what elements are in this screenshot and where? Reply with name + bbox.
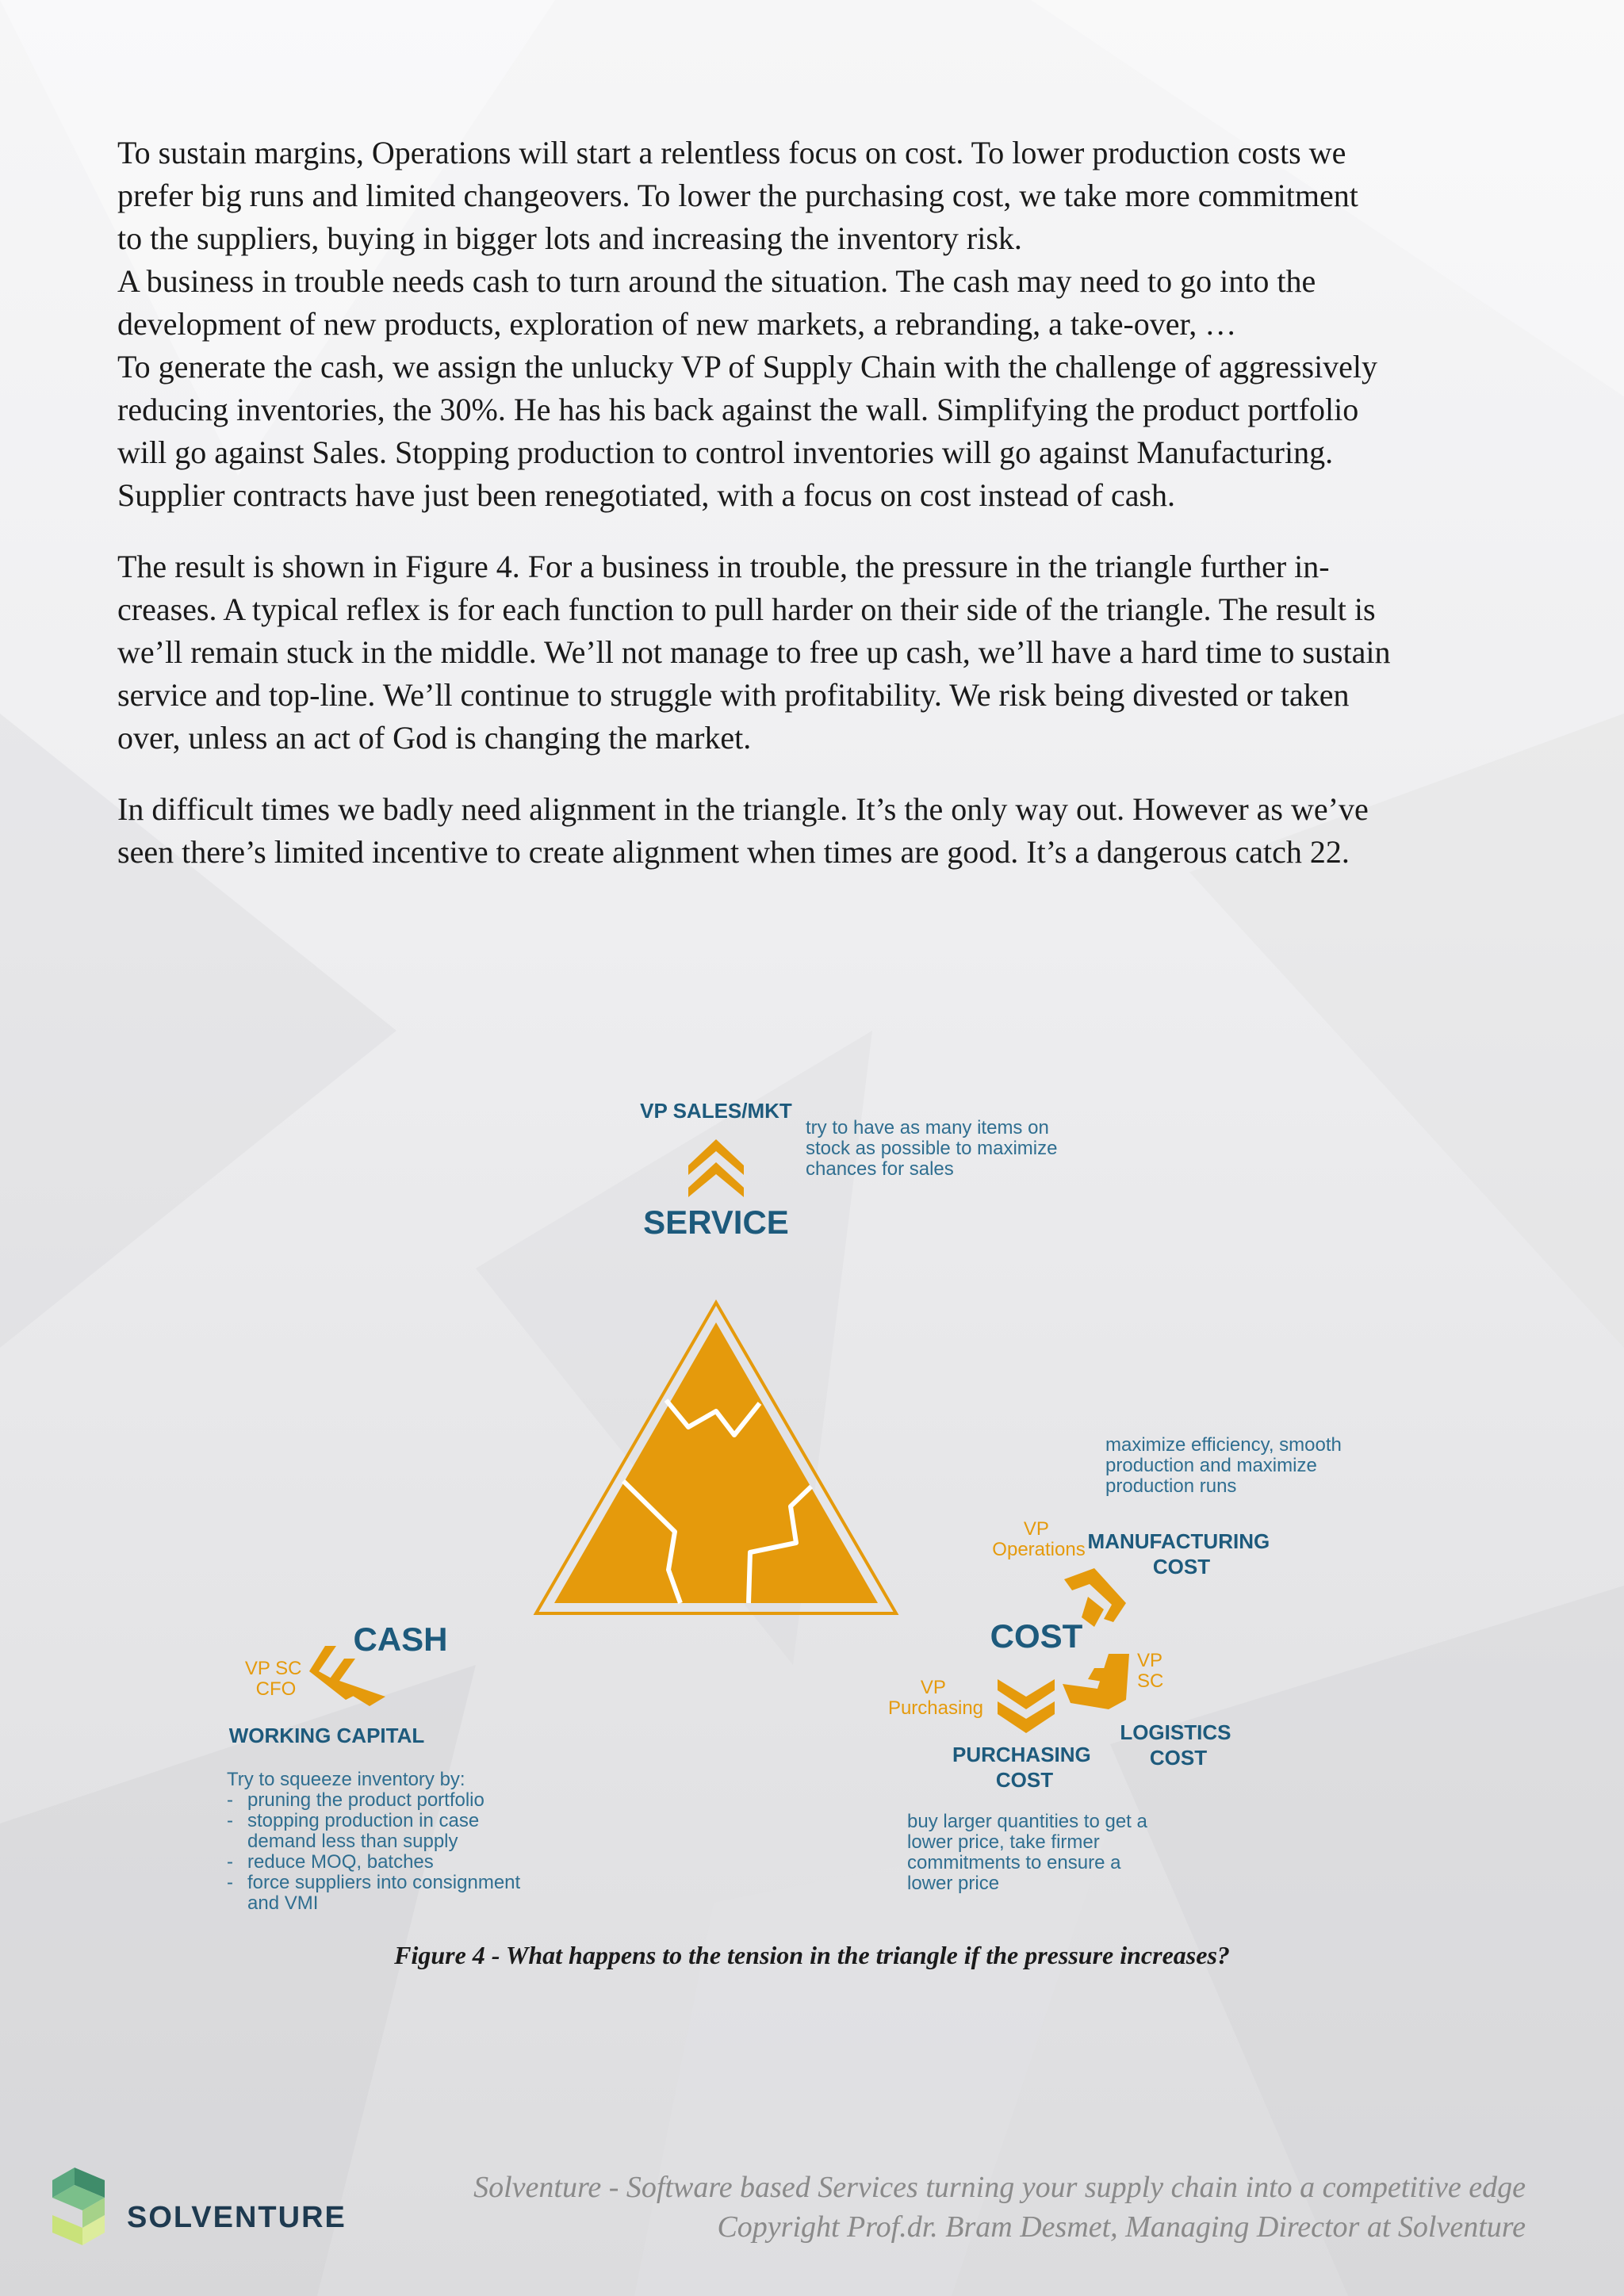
footer-copyright: Copyright Prof.dr. Bram Desmet, Managing Director at Solventure bbox=[717, 2210, 1526, 2244]
manufacturing-cost-label: MANUFACTURING COST bbox=[1087, 1529, 1270, 1578]
chevron-down-icon bbox=[998, 1679, 1055, 1733]
cracked-triangle bbox=[536, 1303, 896, 1613]
vp-sc-cfo-label: VP SC CFO bbox=[244, 1658, 302, 1700]
text-line: to the suppliers, buying in bigger lots and increasing the inventory risk. bbox=[117, 220, 1022, 256]
tension-triangle-figure bbox=[0, 1062, 1624, 1934]
vp-sc-label: VP SC bbox=[1137, 1650, 1164, 1692]
text-line: seen there’s limited incentive to create alignment when times are good. It’s a dangerous catch 22. bbox=[117, 834, 1350, 870]
text-line: prefer big runs and limited changeovers. To lower the purchasing cost, we take more commitment bbox=[117, 178, 1358, 213]
paragraph-3 bbox=[117, 788, 1521, 874]
cash-title: CASH bbox=[353, 1621, 448, 1658]
paragraph-2 bbox=[117, 545, 1521, 760]
cash-note: Try to squeeze inventory by: - pruning the product portfolio - stopping production in case demand less than supply - reduce MOQ, batches - force suppliers into consignment and VMI bbox=[227, 1769, 521, 1914]
purchasing-cost-label: PURCHASING COST bbox=[952, 1743, 1091, 1792]
figure-caption: Figure 4 - What happens to the tension in the triangle if the pressure increases? bbox=[394, 1941, 1230, 1969]
text-line: reducing inventories, the 30%. He has his back against the wall. Simplifying the product portfolio bbox=[117, 392, 1359, 427]
vp-sales-label: VP SALES/MKT bbox=[640, 1099, 792, 1123]
service-title: SERVICE bbox=[643, 1203, 789, 1241]
cost-title: COST bbox=[990, 1617, 1083, 1655]
service-note: try to have as many items on stock as possible to maximize chances for sales bbox=[806, 1117, 1058, 1180]
chevron-up-icon bbox=[688, 1139, 744, 1197]
vp-operations-label: VP Operations bbox=[992, 1518, 1086, 1560]
paragraph-1 bbox=[117, 132, 1521, 517]
body-text bbox=[117, 132, 1521, 902]
text-line: To sustain margins, Operations will start a relentless focus on cost. To lower production costs we bbox=[117, 135, 1346, 170]
vp-purchasing-label: VP Purchasing bbox=[887, 1677, 984, 1719]
text-line: Supplier contracts have just been renegotiated, with a focus on cost instead of cash. bbox=[117, 477, 1176, 513]
purchasing-note: buy larger quantities to get a lower price, take firmer commitments to ensure a lower price bbox=[907, 1811, 1147, 1894]
text-line: over, unless an act of God is changing the market. bbox=[117, 720, 752, 756]
text-line: service and top-line. We’ll continue to struggle with profitability. We risk being divested or taken bbox=[117, 677, 1350, 713]
chevron-down-right-icon bbox=[1063, 1654, 1129, 1709]
page-footer bbox=[473, 2168, 1526, 2247]
manufacturing-note: maximize efficiency, smooth production and maximize production runs bbox=[1105, 1434, 1342, 1497]
text-line: we’ll remain stuck in the middle. We’ll not manage to free up cash, we’ll have a hard time to sustain bbox=[117, 634, 1391, 670]
text-line: creases. A typical reflex is for each function to pull harder on their side of the triangle. The result is bbox=[117, 591, 1376, 627]
text-line: will go against Sales. Stopping production to control inventories will go against Manufacturing. bbox=[117, 434, 1334, 470]
text-line: development of new products, exploration of new markets, a rebranding, a take-over, … bbox=[117, 306, 1237, 342]
working-capital-label: WORKING CAPITAL bbox=[228, 1724, 425, 1747]
text-line: In difficult times we badly need alignment in the triangle. It’s the only way out. However as we’ve bbox=[117, 791, 1369, 827]
logo-wordmark: SOLVENTURE bbox=[127, 2201, 347, 2234]
text-line: To generate the cash, we assign the unlucky VP of Supply Chain with the challenge of aggressively bbox=[117, 349, 1378, 385]
footer-tagline: Solventure - Software based Services turning your supply chain into a competitive edge bbox=[473, 2171, 1526, 2204]
logistics-cost-label: LOGISTICS COST bbox=[1120, 1720, 1231, 1770]
text-line: The result is shown in Figure 4. For a business in trouble, the pressure in the triangle further in- bbox=[117, 549, 1330, 584]
text-line: A business in trouble needs cash to turn around the situation. The cash may need to go into the bbox=[117, 263, 1316, 299]
